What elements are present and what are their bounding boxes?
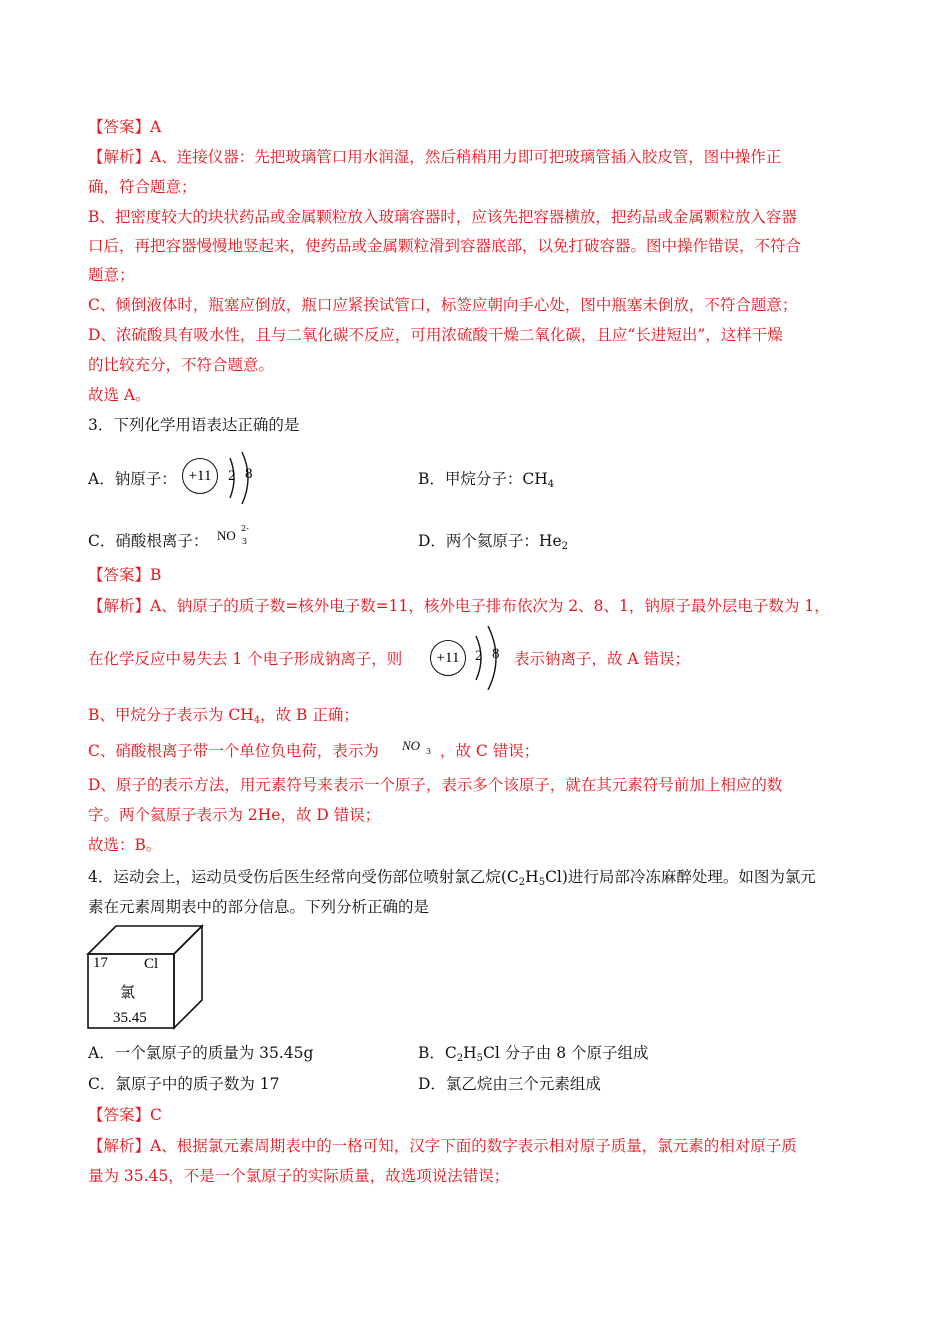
analysis-line: 口后，再把容器慢慢地竖起来，使药品或金属颗粒滑到容器底部，以免打破容器。图中操作错误，不符合	[88, 237, 802, 255]
q3-option-d: D．两个氦原子：$He_2$	[418, 532, 568, 552]
nitrate-formula: NO 3	[402, 738, 432, 756]
element-tile-chlorine	[86, 924, 206, 1032]
analysis-line: 表示钠离子，故 A 错误；	[514, 650, 691, 668]
analysis-line: C、倾倒液体时，瓶塞应倒放，瓶口应紧挨试管口，标签应朝向手心处，图中瓶塞未倒放，不符合题意；	[88, 296, 798, 314]
analysis-line: 确，符合题意；	[88, 178, 197, 196]
atomic-number: 17	[93, 955, 108, 971]
element-symbol: Cl	[144, 956, 159, 972]
electron-shells-icon	[178, 452, 268, 504]
question-4-stem: 素在元素周期表中的部分信息。下列分析正确的是	[88, 898, 430, 916]
sodium-atom-diagram	[178, 452, 268, 504]
electron-shells-icon	[424, 626, 514, 690]
q4-option-c: C．氯原子中的质子数为 17	[88, 1075, 280, 1093]
analysis-line: D、浓硫酸具有吸水性，且与二氧化碳不反应，可用浓硫酸干燥二氧化碳，且应“长进短出”，这样干燥	[88, 326, 783, 344]
q4-option-d: D．氯乙烷由三个元素组成	[418, 1075, 601, 1093]
analysis-line: B、把密度较大的块状药品或金属颗粒放入玻璃容器时，应该先把容器横放，把药品或金属颗粒放入容器	[88, 208, 797, 226]
analysis-line: 的比较充分，不符合题意。	[88, 356, 275, 374]
q3-option-c: C．硝酸根离子：	[88, 532, 209, 550]
sodium-ion-diagram	[424, 626, 514, 690]
shell-2-count: 8	[245, 466, 253, 482]
shell-1-count: 2	[475, 648, 483, 664]
question-4-stem: 4．运动会上，运动员受伤后医生经常向受伤部位喷射氯乙烷$(C_2H_5Cl)$进行局部冷冻麻醉处理。如图为氯元	[88, 868, 816, 888]
analysis-line: ，故 C 错误；	[440, 742, 540, 760]
q4-option-b: B．$C_2H_5Cl$ 分子由 8 个原子组成	[418, 1044, 649, 1064]
analysis-line: B、甲烷分子表示为 $CH_4$，故 B 正确；	[88, 706, 359, 726]
shell-2-count: 8	[492, 646, 500, 662]
q3-option-a: A．钠原子：	[88, 470, 177, 488]
analysis-line: 量为 35.45，不是一个氯原子的实际质量，故选项说法错误；	[88, 1167, 510, 1185]
nucleus: +11	[182, 458, 218, 494]
shell-1-count: 2	[228, 468, 236, 484]
element-name: 氯	[120, 983, 136, 1001]
analysis-line: 【解析】A、钠原子的质子数=核外电子数=11，核外电子排布依次为 2、8、1，钠原子最外层电子数为 1，	[88, 597, 830, 615]
nucleus: +11	[430, 640, 466, 676]
question-3-stem: 3．下列化学用语表达正确的是	[88, 416, 300, 434]
nitrate-formula: NO 2- 3	[217, 524, 249, 546]
answer-label: 【答案】A	[88, 118, 162, 136]
answer-label: 【答案】B	[88, 566, 162, 584]
q3-option-b: B．甲烷分子：$CH_4$	[418, 470, 555, 490]
analysis-line: 题意；	[88, 266, 135, 284]
answer-label: 【答案】C	[88, 1106, 162, 1124]
analysis-line: 【解析】A、根据氯元素周期表中的一格可知，汉字下面的数字表示相对原子质量，氯元素的相对原子质	[88, 1137, 797, 1155]
analysis-line: C、硝酸根离子带一个单位负电荷，表示为	[88, 742, 379, 760]
analysis-line: 字。两个氦原子表示为 2He，故 D 错误；	[88, 806, 381, 824]
analysis-line: 【解析】A、连接仪器：先把玻璃管口用水润湿，然后稍稍用力即可把玻璃管插入胶皮管，图中操作正	[88, 148, 782, 166]
conclusion: 故选 A。	[88, 386, 151, 404]
atomic-mass: 35.45	[113, 1010, 147, 1026]
conclusion: 故选：B。	[88, 836, 162, 854]
q4-option-a: A．一个氯原子的质量为 35.45g	[88, 1044, 314, 1062]
analysis-line: D、原子的表示方法，用元素符号来表示一个原子，表示多个该原子，就在其元素符号前加上相应的数	[88, 776, 783, 794]
analysis-line: 在化学反应中易失去 1 个电子形成钠离子，则	[88, 650, 403, 668]
